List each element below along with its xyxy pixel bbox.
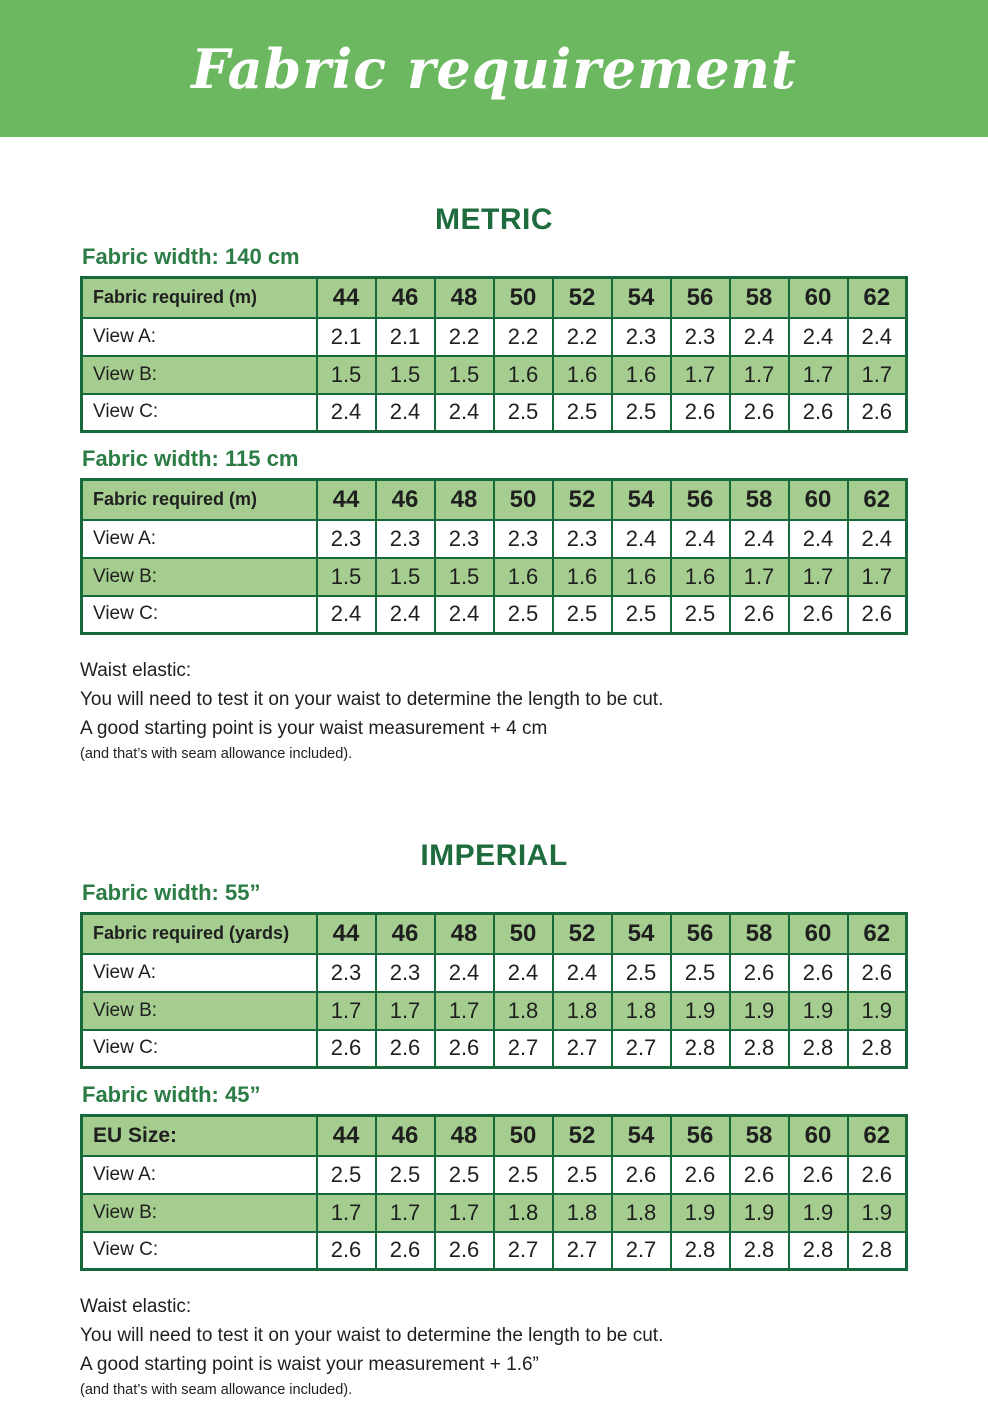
value-cell: 1.9 — [789, 992, 848, 1030]
value-cell: 2.8 — [848, 1030, 907, 1068]
size-header-cell: 58 — [730, 278, 789, 318]
value-cell: 2.5 — [553, 394, 612, 432]
size-header-cell: 48 — [435, 914, 494, 954]
size-header-cell: 60 — [789, 278, 848, 318]
value-cell: 2.6 — [435, 1232, 494, 1270]
value-cell: 2.3 — [376, 520, 435, 558]
row-label-cell: View C: — [82, 1030, 317, 1068]
value-cell: 2.1 — [317, 318, 376, 356]
value-cell: 2.8 — [671, 1030, 730, 1068]
value-cell: 2.6 — [317, 1030, 376, 1068]
fabric-width-label-45in: Fabric width: 45” — [82, 1082, 261, 1107]
size-header-cell: 54 — [612, 914, 671, 954]
table-row — [82, 1156, 907, 1194]
value-cell: 2.6 — [848, 394, 907, 432]
value-cell: 2.8 — [671, 1232, 730, 1270]
value-cell: 1.7 — [376, 1194, 435, 1232]
value-cell: 1.6 — [671, 558, 730, 596]
value-cell: 2.4 — [730, 318, 789, 356]
note-title: Waist elastic: — [80, 660, 192, 681]
metric-section — [80, 203, 908, 765]
value-cell: 2.5 — [553, 596, 612, 634]
row-label-cell: View A: — [82, 318, 317, 356]
value-cell: 1.7 — [848, 558, 907, 596]
value-cell: 2.8 — [789, 1030, 848, 1068]
value-cell: 2.8 — [730, 1030, 789, 1068]
value-cell: 2.6 — [671, 1156, 730, 1194]
size-header-cell: 44 — [317, 914, 376, 954]
value-cell: 2.4 — [848, 318, 907, 356]
size-header-cell: 60 — [789, 1116, 848, 1156]
size-header-cell: 58 — [730, 914, 789, 954]
value-cell: 2.6 — [376, 1232, 435, 1270]
value-cell: 2.6 — [730, 1156, 789, 1194]
size-header-cell: 48 — [435, 480, 494, 520]
value-cell: 2.5 — [553, 1156, 612, 1194]
value-cell: 1.7 — [789, 558, 848, 596]
value-cell: 2.8 — [789, 1232, 848, 1270]
table-row — [82, 1232, 907, 1270]
value-cell: 1.9 — [848, 1194, 907, 1232]
table-header-row — [82, 278, 907, 318]
value-cell: 1.6 — [494, 558, 553, 596]
value-cell: 1.9 — [671, 1194, 730, 1232]
value-cell: 1.7 — [435, 992, 494, 1030]
value-cell: 1.5 — [435, 558, 494, 596]
table-header-row — [82, 914, 907, 954]
table-row — [82, 520, 907, 558]
size-header-cell: 46 — [376, 914, 435, 954]
value-cell: 2.6 — [435, 1030, 494, 1068]
value-cell: 2.4 — [317, 596, 376, 634]
value-cell: 2.5 — [494, 596, 553, 634]
value-cell: 1.9 — [848, 992, 907, 1030]
size-header-cell: 62 — [848, 278, 907, 318]
waist-elastic-note-imperial — [80, 1292, 908, 1401]
value-cell: 2.6 — [671, 394, 730, 432]
fabric-requirement-table — [80, 478, 908, 635]
value-cell: 2.6 — [848, 1156, 907, 1194]
value-cell: 2.3 — [317, 954, 376, 992]
note-title: Waist elastic: — [80, 1296, 192, 1317]
value-cell: 2.5 — [435, 1156, 494, 1194]
fabric-requirement-table — [80, 912, 908, 1069]
fabric-requirement-table — [80, 276, 908, 433]
metric-table-115cm — [80, 478, 908, 635]
value-cell: 2.3 — [317, 520, 376, 558]
size-header-cell: 50 — [494, 914, 553, 954]
value-cell: 2.2 — [494, 318, 553, 356]
fabric-width-label-115cm: Fabric width: 115 cm — [82, 446, 299, 471]
value-cell: 2.4 — [317, 394, 376, 432]
value-cell: 2.4 — [435, 596, 494, 634]
value-cell: 2.4 — [671, 520, 730, 558]
table-header-row — [82, 480, 907, 520]
row-label-cell: View A: — [82, 1156, 317, 1194]
value-cell: 2.7 — [553, 1232, 612, 1270]
value-cell: 2.5 — [612, 596, 671, 634]
value-cell: 2.4 — [612, 520, 671, 558]
note-fine-print: (and that’s with seam allowance included). — [80, 1382, 353, 1398]
value-cell: 2.6 — [848, 954, 907, 992]
value-cell: 1.6 — [494, 356, 553, 394]
imperial-table-45in — [80, 1114, 908, 1271]
size-header-cell: 50 — [494, 480, 553, 520]
value-cell: 2.2 — [553, 318, 612, 356]
value-cell: 1.7 — [848, 356, 907, 394]
size-header-cell: 54 — [612, 278, 671, 318]
value-cell: 1.7 — [730, 558, 789, 596]
value-cell: 1.7 — [730, 356, 789, 394]
value-cell: 1.7 — [671, 356, 730, 394]
value-cell: 2.6 — [789, 1156, 848, 1194]
metric-heading: METRIC — [435, 203, 553, 236]
value-cell: 2.4 — [848, 520, 907, 558]
value-cell: 1.5 — [376, 558, 435, 596]
value-cell: 1.9 — [730, 992, 789, 1030]
table-row — [82, 1030, 907, 1068]
value-cell: 2.5 — [671, 596, 730, 634]
value-cell: 1.8 — [553, 1194, 612, 1232]
value-cell: 2.4 — [376, 394, 435, 432]
corner-label-cell: Fabric required (m) — [82, 480, 317, 520]
value-cell: 1.8 — [612, 992, 671, 1030]
value-cell: 2.7 — [494, 1232, 553, 1270]
value-cell: 2.4 — [789, 520, 848, 558]
row-label-cell: View C: — [82, 394, 317, 432]
row-label-cell: View C: — [82, 596, 317, 634]
value-cell: 2.4 — [435, 954, 494, 992]
value-cell: 1.8 — [553, 992, 612, 1030]
value-cell: 2.5 — [494, 394, 553, 432]
value-cell: 2.6 — [612, 1156, 671, 1194]
value-cell: 1.7 — [376, 992, 435, 1030]
table-row — [82, 992, 907, 1030]
size-header-cell: 56 — [671, 278, 730, 318]
table-row — [82, 356, 907, 394]
size-header-cell: 52 — [553, 914, 612, 954]
row-label-cell: View B: — [82, 356, 317, 394]
size-header-cell: 52 — [553, 1116, 612, 1156]
size-header-cell: 56 — [671, 480, 730, 520]
table-row — [82, 596, 907, 634]
table-header-row — [82, 1116, 907, 1156]
size-header-cell: 50 — [494, 278, 553, 318]
size-header-cell: 56 — [671, 914, 730, 954]
value-cell: 1.5 — [317, 558, 376, 596]
value-cell: 1.6 — [553, 356, 612, 394]
size-header-cell: 56 — [671, 1116, 730, 1156]
size-header-cell: 58 — [730, 480, 789, 520]
size-header-cell: 54 — [612, 1116, 671, 1156]
corner-label-cell: Fabric required (yards) — [82, 914, 317, 954]
value-cell: 1.9 — [789, 1194, 848, 1232]
value-cell: 2.4 — [494, 954, 553, 992]
note-line: You will need to test it on your waist to determine the length to be cut. — [80, 1325, 664, 1346]
value-cell: 2.6 — [848, 596, 907, 634]
row-label-cell: View B: — [82, 1194, 317, 1232]
value-cell: 1.7 — [317, 1194, 376, 1232]
size-header-cell: 46 — [376, 278, 435, 318]
metric-table-140cm — [80, 276, 908, 433]
value-cell: 2.5 — [671, 954, 730, 992]
size-header-cell: 44 — [317, 1116, 376, 1156]
value-cell: 2.6 — [730, 954, 789, 992]
fabric-width-label-140cm: Fabric width: 140 cm — [82, 244, 300, 269]
value-cell: 2.6 — [317, 1232, 376, 1270]
row-label-cell: View B: — [82, 558, 317, 596]
size-header-cell: 48 — [435, 278, 494, 318]
value-cell: 2.3 — [435, 520, 494, 558]
value-cell: 2.1 — [376, 318, 435, 356]
note-fine-print: (and that’s with seam allowance included). — [80, 746, 353, 762]
value-cell: 2.3 — [494, 520, 553, 558]
table-row — [82, 954, 907, 992]
value-cell: 1.7 — [435, 1194, 494, 1232]
value-cell: 2.6 — [789, 954, 848, 992]
value-cell: 2.3 — [671, 318, 730, 356]
imperial-table-55in — [80, 912, 908, 1069]
size-header-cell: 62 — [848, 1116, 907, 1156]
value-cell: 1.9 — [730, 1194, 789, 1232]
note-line: A good starting point is your waist measurement + 4 cm — [80, 718, 548, 739]
value-cell: 2.7 — [612, 1232, 671, 1270]
value-cell: 2.6 — [730, 596, 789, 634]
size-header-cell: 62 — [848, 480, 907, 520]
value-cell: 2.5 — [376, 1156, 435, 1194]
value-cell: 1.7 — [317, 992, 376, 1030]
value-cell: 2.3 — [376, 954, 435, 992]
value-cell: 2.3 — [612, 318, 671, 356]
value-cell: 1.6 — [553, 558, 612, 596]
size-header-cell: 58 — [730, 1116, 789, 1156]
value-cell: 2.4 — [553, 954, 612, 992]
value-cell: 1.9 — [671, 992, 730, 1030]
note-line: A good starting point is waist your measurement + 1.6” — [80, 1354, 539, 1375]
size-header-cell: 60 — [789, 480, 848, 520]
size-header-cell: 44 — [317, 480, 376, 520]
size-header-cell: 46 — [376, 480, 435, 520]
size-header-cell: 52 — [553, 480, 612, 520]
table-row — [82, 1194, 907, 1232]
size-header-cell: 48 — [435, 1116, 494, 1156]
value-cell: 1.5 — [435, 356, 494, 394]
header-banner — [0, 0, 988, 137]
note-line: You will need to test it on your waist to determine the length to be cut. — [80, 689, 664, 710]
value-cell: 2.4 — [789, 318, 848, 356]
size-header-cell: 50 — [494, 1116, 553, 1156]
value-cell: 2.6 — [376, 1030, 435, 1068]
fabric-width-label-55in: Fabric width: 55” — [82, 880, 261, 905]
fabric-requirement-table — [80, 1114, 908, 1271]
size-header-cell: 46 — [376, 1116, 435, 1156]
value-cell: 2.8 — [848, 1232, 907, 1270]
value-cell: 2.2 — [435, 318, 494, 356]
value-cell: 2.8 — [730, 1232, 789, 1270]
page-title: Fabric requirement — [191, 36, 797, 101]
row-label-cell: View C: — [82, 1232, 317, 1270]
imperial-section — [80, 839, 908, 1401]
row-label-cell: View A: — [82, 520, 317, 558]
waist-elastic-note-metric — [80, 656, 908, 765]
table-row — [82, 558, 907, 596]
value-cell: 1.6 — [612, 356, 671, 394]
value-cell: 2.6 — [730, 394, 789, 432]
value-cell: 2.4 — [376, 596, 435, 634]
value-cell: 2.6 — [789, 596, 848, 634]
value-cell: 2.3 — [553, 520, 612, 558]
size-header-cell: 44 — [317, 278, 376, 318]
imperial-heading: IMPERIAL — [420, 839, 568, 872]
value-cell: 2.7 — [612, 1030, 671, 1068]
value-cell: 1.7 — [789, 356, 848, 394]
value-cell: 1.5 — [317, 356, 376, 394]
corner-label-cell: Fabric required (m) — [82, 278, 317, 318]
size-header-cell: 54 — [612, 480, 671, 520]
value-cell: 2.5 — [494, 1156, 553, 1194]
value-cell: 1.8 — [494, 992, 553, 1030]
value-cell: 1.5 — [376, 356, 435, 394]
row-label-cell: View B: — [82, 992, 317, 1030]
value-cell: 2.6 — [789, 394, 848, 432]
value-cell: 2.5 — [612, 394, 671, 432]
value-cell: 2.7 — [553, 1030, 612, 1068]
table-row — [82, 318, 907, 356]
size-header-cell: 62 — [848, 914, 907, 954]
value-cell: 2.7 — [494, 1030, 553, 1068]
value-cell: 2.4 — [435, 394, 494, 432]
value-cell: 2.5 — [317, 1156, 376, 1194]
table-row — [82, 394, 907, 432]
value-cell: 1.6 — [612, 558, 671, 596]
row-label-cell: View A: — [82, 954, 317, 992]
value-cell: 1.8 — [494, 1194, 553, 1232]
value-cell: 2.4 — [730, 520, 789, 558]
size-header-cell: 52 — [553, 278, 612, 318]
value-cell: 2.5 — [612, 954, 671, 992]
page-content — [0, 203, 988, 1401]
size-header-cell: 60 — [789, 914, 848, 954]
value-cell: 1.8 — [612, 1194, 671, 1232]
corner-label-cell: EU Size: — [82, 1116, 317, 1156]
